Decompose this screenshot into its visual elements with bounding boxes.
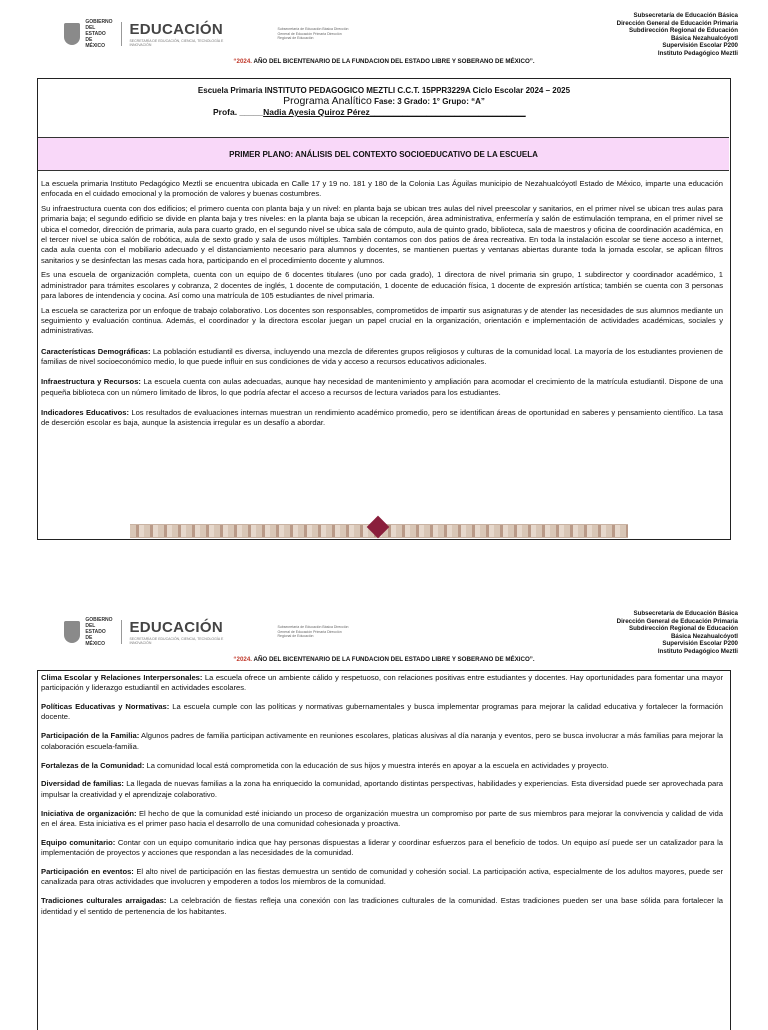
paragraph-text: La escuela cuenta con aulas adecuadas, aunque hay necesidad de mantenimiento y ampliación para acomodar el crecimiento de la matrícula estudiantil. Dispone de una pequeña biblioteca con un número limitado de libros, lo que podría afectar el acceso a recursos de lectura variados para los estudiantes. xyxy=(41,377,723,397)
header-right-line: Subdirección Regional de Educación xyxy=(629,625,738,633)
grade-info: Fase: 3 Grado: 1° Grupo: “A” xyxy=(371,97,485,106)
paragraph-text: La escuela cumple con las políticas y normativas gubernamentales y busca implementar programas para mejorar la calidad educativa y fortalecer la formación docente. xyxy=(41,702,723,722)
paragraph xyxy=(41,179,723,200)
motto xyxy=(0,656,768,663)
logo-strip xyxy=(40,4,350,64)
paragraph xyxy=(41,809,723,830)
paragraph xyxy=(41,731,723,752)
logo-divider xyxy=(121,22,122,46)
header-small-text: Subsecretaría de Educación Básica Dirección General de Educación Primaria Dirección Regional de Educación xyxy=(277,27,349,41)
paragraph xyxy=(41,702,723,723)
school-line: Escuela Primaria INSTITUTO PEDAGOGICO MEZTLI C.C.T. 15PPR3229A Ciclo Escolar 2024 – 2025 xyxy=(197,86,571,95)
paragraph xyxy=(41,896,723,917)
logo-divider xyxy=(121,620,122,644)
paragraph-title: Indicadores Educativos: xyxy=(41,407,130,417)
paragraph-text: La comunidad local está comprometida con la educación de sus hijos y muestra interés en apoyar a la escuela en actividades y proyecto. xyxy=(144,760,609,770)
paragraph xyxy=(41,306,723,337)
paragraph xyxy=(41,408,723,429)
edu-subtitle: SECRETARÍA DE EDUCACIÓN, CIENCIA, TECNOLOGÍA E INNOVACIÓN xyxy=(129,637,224,645)
paragraph-title: Participación de la Familia: xyxy=(41,731,140,741)
paragraph xyxy=(41,779,723,800)
paragraph-text: Los resultados de evaluaciones internas muestran un rendimiento académico promedio, pero se identifican áreas de oportunidad en saberes y pensamiento científico. La tasa de deserción escolar es baja, aunque la asistencia irregular es un desafío a abordar. xyxy=(41,407,723,428)
paragraph-title: Iniciativa de organización: xyxy=(41,808,137,818)
school-heading xyxy=(38,79,730,118)
document-page-2 xyxy=(0,598,768,1024)
paragraph-text: Es una escuela de organización completa, cuenta con un equipo de 6 docentes titulares (uno por cada grado), 1 directora de nivel primaria sin grupo, 1 subdirector y coordinador académico, 1 administrador para trámites escolares y cobranza, 2 docentes de inglés, 1 docente de computación, 1 docente de educación física, 1 docente de expresión artística; también se cuenta con 3 personas para labores de intendencia y cocina. Así como una matrícula de 105 estudiantes de nivel primaria. xyxy=(41,270,723,300)
paragraph xyxy=(41,377,723,398)
motto-text: AÑO DEL BICENTENARIO DE LA FUNDACION DEL ESTADO LIBRE Y SOBERANO DE MÉXICO”. xyxy=(251,58,535,65)
page2-content xyxy=(41,673,723,925)
coat-of-arms-icon xyxy=(64,621,80,643)
paragraph-title: Diversidad de familias: xyxy=(41,779,124,789)
header-right-line: Dirección General de Educación Primaria xyxy=(616,19,738,27)
paragraph xyxy=(41,867,723,888)
program-title: Programa Analítico xyxy=(283,95,372,107)
edu-subtitle: SECRETARÍA DE EDUCACIÓN, CIENCIA, TECNOLOGÍA E INNOVACIÓN xyxy=(129,39,224,47)
header-small-text: Subsecretaría de Educación Básica Dirección General de Educación Primaria Dirección Regional de Educación xyxy=(277,625,349,639)
motto-year: “2024. xyxy=(233,58,252,65)
paragraph xyxy=(41,347,723,368)
paragraph-title: Características Demográficas: xyxy=(41,346,151,356)
coat-of-arms-icon xyxy=(64,23,80,45)
header-right-line: Supervisión Escolar P200 xyxy=(662,42,738,50)
motto-text: AÑO DEL BICENTENARIO DE LA FUNDACION DEL ESTADO LIBRE Y SOBERANO DE MÉXICO”. xyxy=(251,656,535,663)
estado-label: GOBIERNO DEL ESTADO DE MÉXICO xyxy=(85,617,113,647)
header-right-line: Subdirección Regional de Educación xyxy=(629,27,738,35)
program-line xyxy=(38,96,730,107)
paragraph-title: Políticas Educativas y Normativas: xyxy=(41,702,170,712)
header-right-line: Básica Nezahualcóyotl xyxy=(670,34,738,42)
page-header xyxy=(0,0,768,70)
edu-title: EDUCACIÓN xyxy=(129,21,224,38)
header-right-line: Dirección General de Educación Primaria xyxy=(616,617,738,625)
edu-block xyxy=(129,21,239,47)
logo-strip xyxy=(40,602,350,662)
context-analysis-box xyxy=(37,78,731,540)
header-right-block xyxy=(617,610,738,656)
edu-block xyxy=(129,619,239,645)
paragraph-text: Su infraestructura cuenta con dos edificios; el primero cuenta con planta baja y un nivel: en planta baja se ubican tres aulas del nivel preescolar y sanitarios, en el primer nivel se ubican tres aulas para primaria baja; el segundo edificio se divide en planta baja y tres niveles: en la planta baja se ubican la recepción, área administrativa, enfermería y salón de estimulación temprana, en el primer nivel se ubica el comedor, dirección de primaria, aula para cuarto grado, en el segundo nivel se ubica sala de cómputo, aula de quinto grado, biblioteca, sala de maestros y oficina de coordinación académica, en el tercer nivel se ubica salón de robótica, aula de sexto grado y sala de usos múltiples. También contamos con dos patios de área recreativa. En toda la instalación escolar se tiene acceso a internet, cada aula cuenta con el mobiliario adecuado y el distanciamiento necesario para alumnos y docentes, se mantienen puertas y ventanas abiertas durante toda la jornada escolar, se aplican filtros sanitarios y se desinfectan las mesas cada hora, participando en el procedimiento docente y alumnos. xyxy=(41,204,723,265)
header-right-line: Subsecretaría de Educación Básica xyxy=(633,610,738,617)
motto-year: “2024. xyxy=(233,656,252,663)
paragraph xyxy=(41,270,723,301)
paragraph-text: Contar con un equipo comunitario indica que hay personas dispuestas a liderar y coordinar esfuerzos para el beneficio de todos. Un equipo así puede ser un catalizador para la implementación de proyectos y acciones que respondan a las necesidades de la comunidad. xyxy=(41,837,724,858)
edu-title: EDUCACIÓN xyxy=(129,619,224,636)
paragraph xyxy=(41,838,723,859)
teacher-line xyxy=(38,107,730,118)
paragraph-text: La población estudiantil es diversa, incluyendo una mezcla de diferentes grupos religiosos y culturas de la comunidad local. La mayoría de los estudiantes provienen de familias de nivel socioeconómico medio, lo que puede influir en sus condiciones de vida y acceso a recursos educativos adicionales. xyxy=(41,346,723,366)
paragraph-text: La escuela primaria Instituto Pedagógico Meztli se encuentra ubicada en Calle 17 y 19 no. 181 y 180 de la Colonia Las Águilas municipio de Nezahualcóyotl Estado de México, imparte una educación enfocada en el cuidado emocional y la promoción de valores y buenas costumbres. xyxy=(41,179,723,199)
header-right-line: Instituto Pedagógico Meztli xyxy=(657,49,738,57)
paragraph-title: Infraestructura y Recursos: xyxy=(41,377,141,387)
paragraph-title: Equipo comunitario: xyxy=(41,837,116,847)
paragraph-title: Clima Escolar y Relaciones Interpersonales: xyxy=(41,673,203,682)
page1-content xyxy=(41,179,723,433)
header-right-line: Supervisión Escolar P200 xyxy=(662,640,738,648)
page-header xyxy=(0,598,768,668)
paragraph xyxy=(41,673,723,694)
paragraph-text: Algunos padres de familia participan activamente en reuniones escolares, platicas alusivas al día naranja y eventos, pero se busca involucrar a más familias para mejorar la colaboración escuela-familia. xyxy=(41,731,723,751)
teacher-label: Profa. _____ xyxy=(213,107,264,117)
header-right-line: Subsecretaría de Educación Básica xyxy=(633,12,738,19)
paragraph-title: Tradiciones culturales arraigadas: xyxy=(41,896,167,906)
section-banner: PRIMER PLANO: ANÁLISIS DEL CONTEXTO SOCIOEDUCATIVO DE LA ESCUELA xyxy=(38,137,729,171)
paragraph-text: La escuela se caracteriza por un enfoque de trabajo colaborativo. Los docentes son responsables, comprometidos de impartir sus asignaturas y de atender las necesidades de sus alumnos mediante un seguimiento y evaluación continua. Además, el coordinador y la directora escolar juegan un papel crucial en la organización, orientación e implementación de actividades académicas, sociales y administrativas. xyxy=(41,305,723,336)
paragraph xyxy=(41,761,723,771)
paragraph-title: Participación en eventos: xyxy=(41,867,134,877)
teacher-name: Nadia Ayesia Quiroz Pérez_________________________________ xyxy=(263,107,526,117)
motto xyxy=(0,58,768,65)
paragraph xyxy=(41,204,723,266)
paragraph-text: La escuela ofrece un ambiente cálido y respetuoso, con relaciones positivas entre estudiantes y docentes. Hay oportunidades para fomentar una mayor participación y liderazgo estudiantil en actividades escolares. xyxy=(41,673,723,693)
paragraph-text: El alto nivel de participación en las fiestas demuestra un sentido de comunidad y cohesión social. La participación activa, especialmente de los adultos mayores, puede ser canalizada para otras actividades que involucren y empoderen a todos los miembros de la comunidad. xyxy=(41,867,723,887)
header-right-block xyxy=(617,12,738,58)
paragraph-text: La celebración de fiestas refleja una conexión con las tradiciones culturales de la comunidad. Estas tradiciones pueden ser una base sólida para fortalecer la identidad y el sentido de pertenencia de los habitantes. xyxy=(41,896,723,916)
paragraph-title: Fortalezas de la Comunidad: xyxy=(41,760,145,770)
header-right-line: Instituto Pedagógico Meztli xyxy=(657,647,738,655)
paragraph-text: La llegada de nuevas familias a la zona ha enriquecido la comunidad, aportando distintas perspectivas, habilidades y experiencias. Esta diversidad puede ser aprovechada para impulsar la creatividad y el aprendizaje colaborativo. xyxy=(41,779,723,799)
paragraph-text: El hecho de que la comunidad esté iniciando un proceso de organización muestra un compromiso por parte de sus miembros para mejorar la convivencia y calidad de vida en el área. Esta iniciativa es el primer paso hacia el desarrollo de una comunidad cohesionada y proactiva. xyxy=(41,808,723,828)
community-analysis-box xyxy=(37,670,731,1030)
estado-label: GOBIERNO DEL ESTADO DE MÉXICO xyxy=(85,19,113,49)
header-right-line: Básica Nezahualcóyotl xyxy=(670,632,738,640)
